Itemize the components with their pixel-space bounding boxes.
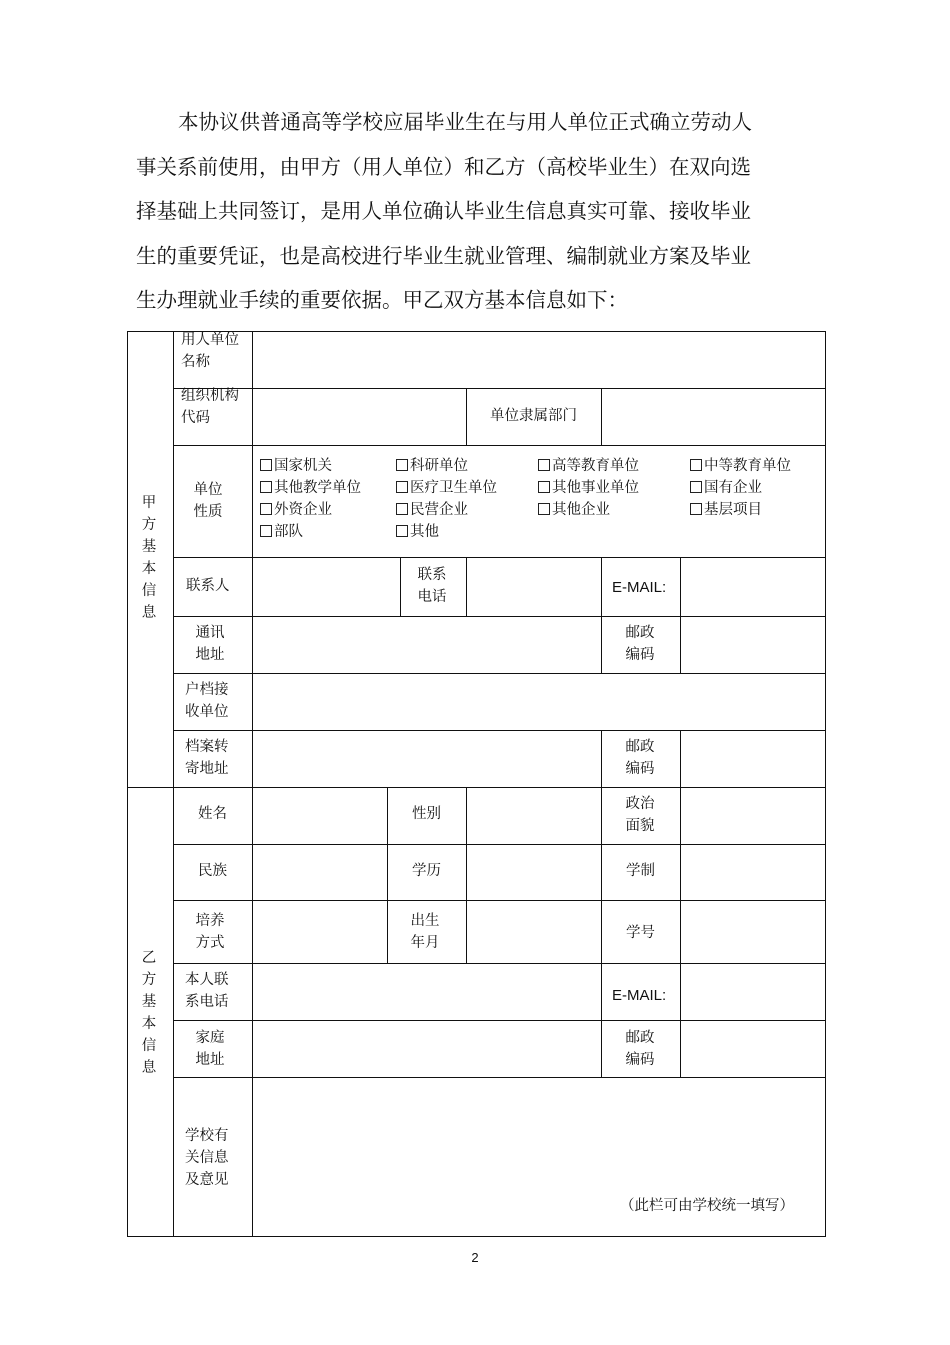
own-phone-label: 本人联系电话: [185, 972, 229, 1010]
checkbox-icon: [396, 459, 408, 471]
nature-option[interactable]: 外资企业: [260, 499, 332, 521]
nature-option[interactable]: 高等教育单位: [538, 455, 639, 477]
nature-option[interactable]: 中等教育单位: [690, 455, 791, 477]
employer-name-label: 用人单位名称: [181, 332, 239, 370]
hukou-unit-label: 户档接收单位: [185, 682, 229, 720]
nature-option[interactable]: 医疗卫生单位: [396, 477, 497, 499]
education-label: 学历: [412, 863, 441, 879]
student-no-label: 学号: [626, 925, 655, 941]
checkbox-icon: [396, 503, 408, 515]
party-a-section-label: 甲方基本信息: [141, 495, 157, 621]
address-label: 通讯地址: [195, 625, 225, 663]
party-b-section-label: 乙方基本信息: [141, 950, 157, 1076]
training-label: 培养方式: [195, 913, 225, 951]
email-label-a: E-MAIL:: [612, 579, 667, 596]
postcode-label-a: 邮政编码: [625, 625, 655, 663]
email-label-b: E-MAIL:: [612, 987, 667, 1004]
phone-label: 联系电话: [417, 567, 447, 605]
nature-option[interactable]: 其他企业: [538, 499, 610, 521]
checkbox-icon: [396, 525, 408, 537]
dept-label: 单位隶属部门: [490, 408, 577, 424]
checkbox-icon: [538, 503, 550, 515]
gender-label: 性别: [412, 806, 441, 822]
school-info-label: 学校有关信息及意见: [185, 1128, 229, 1188]
nature-option[interactable]: 基层项目: [690, 499, 762, 521]
nature-label: 单位性质: [193, 482, 223, 520]
contact-label: 联系人: [186, 578, 230, 594]
nature-option[interactable]: 民营企业: [396, 499, 468, 521]
org-code-label: 组织机构代码: [181, 388, 239, 426]
checkbox-icon: [690, 481, 702, 493]
nature-option[interactable]: 其他事业单位: [538, 477, 639, 499]
checkbox-icon: [690, 459, 702, 471]
archive-postcode-label: 邮政编码: [625, 739, 655, 777]
nature-option[interactable]: 其他: [396, 521, 439, 543]
nature-option[interactable]: 科研单位: [396, 455, 468, 477]
nature-option[interactable]: 国有企业: [690, 477, 762, 499]
checkbox-icon: [260, 459, 272, 471]
nature-option[interactable]: 其他教学单位: [260, 477, 361, 499]
birth-label: 出生年月: [410, 913, 440, 951]
home-address-label: 家庭地址: [195, 1030, 225, 1068]
postcode-label-b: 邮政编码: [625, 1030, 655, 1068]
schooling-label: 学制: [626, 863, 655, 879]
archive-address-label: 档案转寄地址: [185, 739, 229, 777]
checkbox-icon: [260, 481, 272, 493]
ethnicity-label: 民族: [198, 863, 227, 879]
checkbox-icon: [260, 503, 272, 515]
school-note: （此栏可由学校统一填写）: [620, 1198, 794, 1214]
page-number: 2: [471, 1250, 479, 1265]
checkbox-icon: [538, 481, 550, 493]
intro-paragraph: 本协议供普通高等学校应届毕业生在与用人单位正式确立劳动人事关系前使用，由甲方（用人单位）和乙方（高校毕业生）在双向选择基础上共同签订，是用人单位确认毕业生信息真实可靠、接收毕业生的重要凭证，也是高校进行毕业生就业管理、编制就业方案及毕业生办理就业手续的重要依据。甲乙双方基本信息如下：: [136, 110, 752, 312]
checkbox-icon: [538, 459, 550, 471]
checkbox-icon: [396, 481, 408, 493]
political-label: 政治面貌: [625, 796, 655, 834]
nature-option[interactable]: 国家机关: [260, 455, 332, 477]
nature-option[interactable]: 部队: [260, 521, 303, 543]
checkbox-icon: [260, 525, 272, 537]
checkbox-icon: [690, 503, 702, 515]
name-label: 姓名: [198, 806, 227, 822]
